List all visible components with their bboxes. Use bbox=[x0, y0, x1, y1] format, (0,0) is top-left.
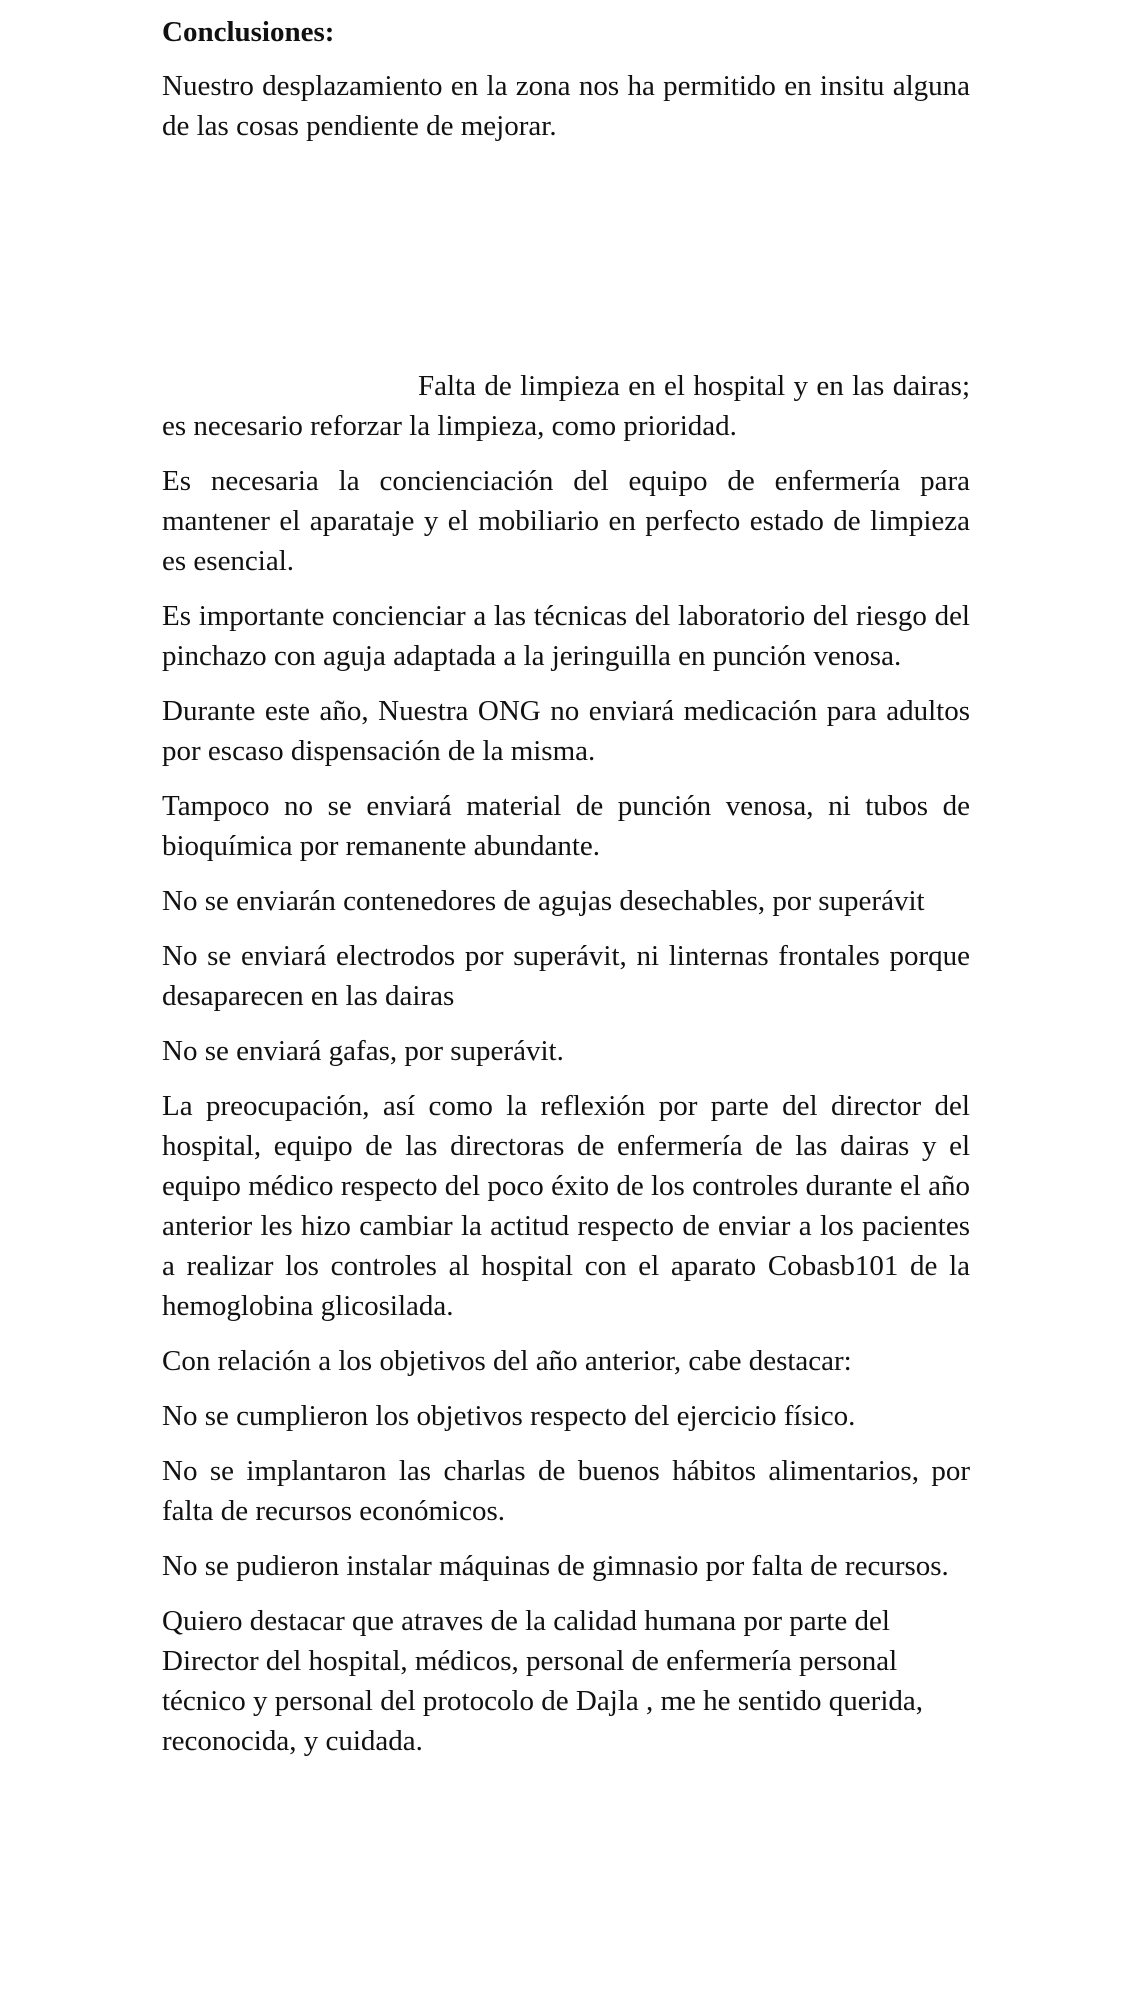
paragraph-lab-awareness: Es importante concienciar a las técnicas del laboratorio del riesgo del pinchazo con aguja adaptada a la jeringuilla en punción venosa. bbox=[162, 600, 970, 672]
paragraph-concern: La preocupación, así como la reflexión por parte del director del hospital, equipo de las directoras de enfermería de las dairas y el equipo médico respecto del poco éxito de los controles durante el año anterior les hizo cambiar la actitud respecto de enviar a los pacientes a realizar los controles al hospital con el aparato Cobasb101 de la hemoglobina glicosilada. bbox=[162, 1090, 970, 1322]
paragraph-talks: No se implantaron las charlas de buenos hábitos alimentarios, por falta de recursos económicos. bbox=[162, 1455, 970, 1527]
paragraph-cleaning: Falta de limpieza en el hospital y en las dairas; es necesario reforzar la limpieza, como prioridad. bbox=[162, 370, 970, 442]
section-heading: Conclusiones: bbox=[162, 16, 335, 48]
paragraph-venous-material: Tampoco no se enviará material de punción venosa, ni tubos de bioquímica por remanente abundante. bbox=[162, 790, 970, 862]
paragraph-closing: Quiero destacar que atraves de la calidad humana por parte del Director del hospital, médicos, personal de enfermería personal técnico y personal del protocolo de Dajla , me he sentido querida, reconocida, y cuidada. bbox=[162, 1605, 923, 1757]
paragraph-needle-containers: No se enviarán contenedores de agujas desechables, por superávit bbox=[162, 885, 925, 917]
document-page bbox=[162, 12, 970, 1776]
paragraph-objectives-intro: Con relación a los objetivos del año anterior, cabe destacar: bbox=[162, 1345, 852, 1377]
intro-paragraph: Nuestro desplazamiento en la zona nos ha permitido en insitu alguna de las cosas pendiente de mejorar. bbox=[162, 70, 970, 142]
paragraph-exercise: No se cumplieron los objetivos respecto del ejercicio físico. bbox=[162, 1400, 856, 1432]
paragraph-medication: Durante este año, Nuestra ONG no enviará medicación para adultos por escaso dispensación de la misma. bbox=[162, 695, 970, 767]
paragraph-electrodes: No se enviará electrodos por superávit, ni linternas frontales porque desaparecen en las dairas bbox=[162, 940, 970, 1012]
paragraph-nursing-awareness: Es necesaria la concienciación del equipo de enfermería para mantener el aparataje y el mobiliario en perfecto estado de limpieza es esencial. bbox=[162, 465, 970, 577]
blank-space bbox=[162, 146, 970, 366]
paragraph-glasses: No se enviará gafas, por superávit. bbox=[162, 1035, 564, 1067]
paragraph-gym: No se pudieron instalar máquinas de gimnasio por falta de recursos. bbox=[162, 1550, 949, 1582]
